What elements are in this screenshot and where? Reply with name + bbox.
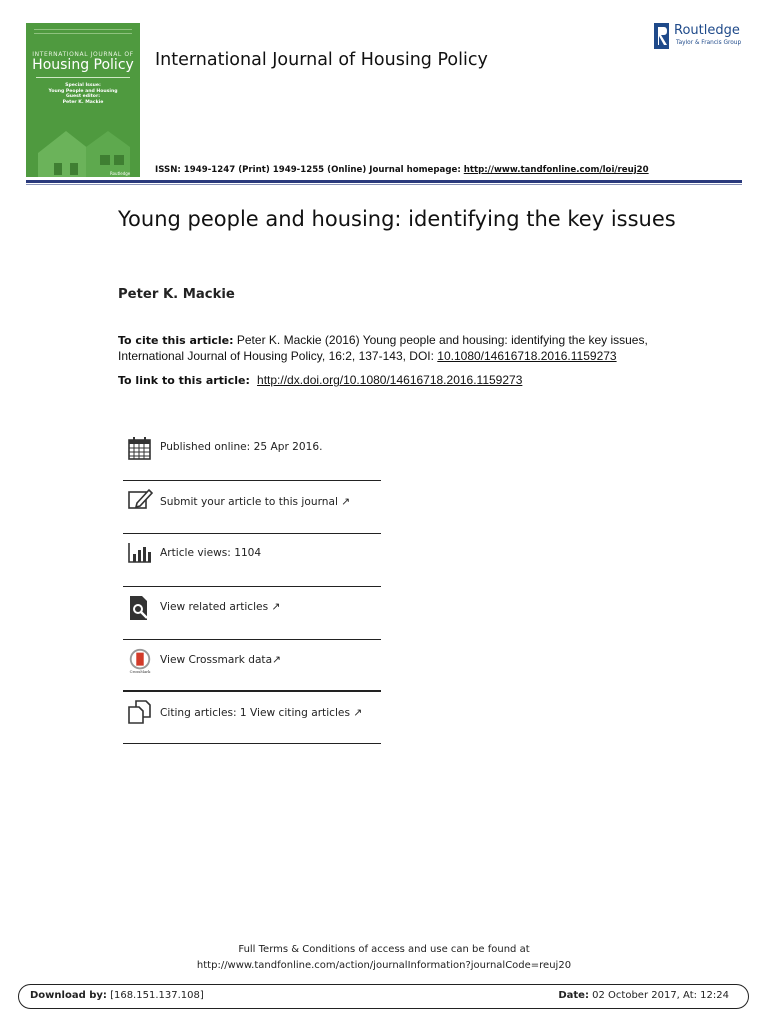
doi-link[interactable]: 10.1080/14616718.2016.1159273 xyxy=(437,348,617,363)
date-label: Date: xyxy=(558,990,589,1001)
external-link-icon: ↗︎ xyxy=(353,707,363,719)
terms-notice xyxy=(0,942,768,973)
cover-houses-illustration xyxy=(26,123,140,177)
cover-topic: Young People and Housing xyxy=(48,88,118,94)
citation-block xyxy=(118,333,678,364)
date-value: 02 October 2017, At: 12:24 xyxy=(588,990,729,1001)
cover-guest-editor-label: Guest editor: xyxy=(65,94,101,100)
article-views-row xyxy=(123,534,381,586)
submit-article-row[interactable] xyxy=(123,481,381,533)
article-views-text: Article views: 1104 xyxy=(160,547,262,559)
cite-text: Peter K. Mackie (2016) Young people and housing: identifying the key issues, International Journal of Housing Policy, 16:2, 137-143, DOI: xyxy=(118,333,648,363)
submit-article-text xyxy=(160,496,350,508)
cover-header-line: INTERNATIONAL JOURNAL OF xyxy=(32,51,134,58)
download-label: Download by: xyxy=(30,990,107,1001)
cover-decoration xyxy=(34,29,132,34)
cover-title: Housing Policy xyxy=(32,57,134,73)
download-by xyxy=(30,990,204,1001)
crossmark-label: View Crossmark data xyxy=(160,654,273,666)
download-ip: [168.151.137.108] xyxy=(106,990,204,1001)
citing-articles-row[interactable] xyxy=(123,692,381,744)
published-online-text: Published online: 25 Apr 2016. xyxy=(160,441,323,453)
external-link-icon: ↗︎ xyxy=(341,496,351,508)
cover-rule xyxy=(36,77,130,78)
download-date xyxy=(558,990,729,1001)
crossmark-row[interactable] xyxy=(123,640,381,692)
article-author: Peter K. Mackie xyxy=(118,287,235,302)
external-link-icon: ↗︎ xyxy=(272,654,281,666)
crossmark-icon xyxy=(127,648,153,674)
article-link-block xyxy=(118,373,522,387)
terms-line-1: Full Terms & Conditions of access and use can be found at xyxy=(238,944,530,955)
info-separator xyxy=(123,743,381,744)
cover-subtitle-block xyxy=(26,83,140,105)
article-title: Young people and housing: identifying the key issues xyxy=(118,207,676,231)
article-doi-url[interactable]: http://dx.doi.org/10.1080/14616718.2016.1159273 xyxy=(257,373,523,387)
submit-article-label: Submit your article to this journal xyxy=(160,496,338,508)
issn-text: ISSN: 1949-1247 (Print) 1949-1255 (Online) Journal homepage: xyxy=(155,165,464,175)
crossmark-small-label: CrossMark xyxy=(129,670,151,674)
publisher-name: Routledge xyxy=(674,23,740,38)
journal-title: International Journal of Housing Policy xyxy=(155,50,488,70)
journal-homepage-link[interactable]: http://www.tandfonline.com/loi/reuj20 xyxy=(463,165,649,175)
citing-articles-text xyxy=(160,707,362,719)
crossmark-text xyxy=(160,654,281,666)
calendar-icon xyxy=(127,436,153,462)
edit-icon xyxy=(127,487,153,513)
bar-chart-icon xyxy=(127,540,153,566)
routledge-logo[interactable] xyxy=(652,22,752,52)
related-articles-text xyxy=(160,601,280,613)
issn-line xyxy=(155,165,649,175)
cover-publisher: Routledge xyxy=(110,171,131,176)
publisher-group: Taylor & Francis Group xyxy=(676,40,742,46)
terms-line-2[interactable]: http://www.tandfonline.com/action/journalInformation?journalCode=reuj20 xyxy=(196,959,572,971)
citing-articles-label: Citing articles: 1 View citing articles xyxy=(160,707,350,719)
document-search-icon xyxy=(127,595,153,621)
citing-documents-icon xyxy=(127,699,153,725)
routledge-r-icon xyxy=(652,22,672,50)
related-articles-row[interactable] xyxy=(123,587,381,639)
download-info-bar xyxy=(18,984,749,1009)
cite-label: To cite this article: xyxy=(118,334,234,347)
cover-guest-editor: Peter K. Mackie xyxy=(62,99,104,105)
header-divider xyxy=(26,180,742,183)
journal-cover-image xyxy=(26,23,140,177)
link-label: To link to this article: xyxy=(118,374,254,387)
cover-special-issue: Special Issue: xyxy=(65,83,101,88)
related-articles-label: View related articles xyxy=(160,601,269,613)
external-link-icon: ↗︎ xyxy=(271,601,281,613)
published-online-row xyxy=(123,428,381,480)
header-divider-thin xyxy=(26,184,742,185)
